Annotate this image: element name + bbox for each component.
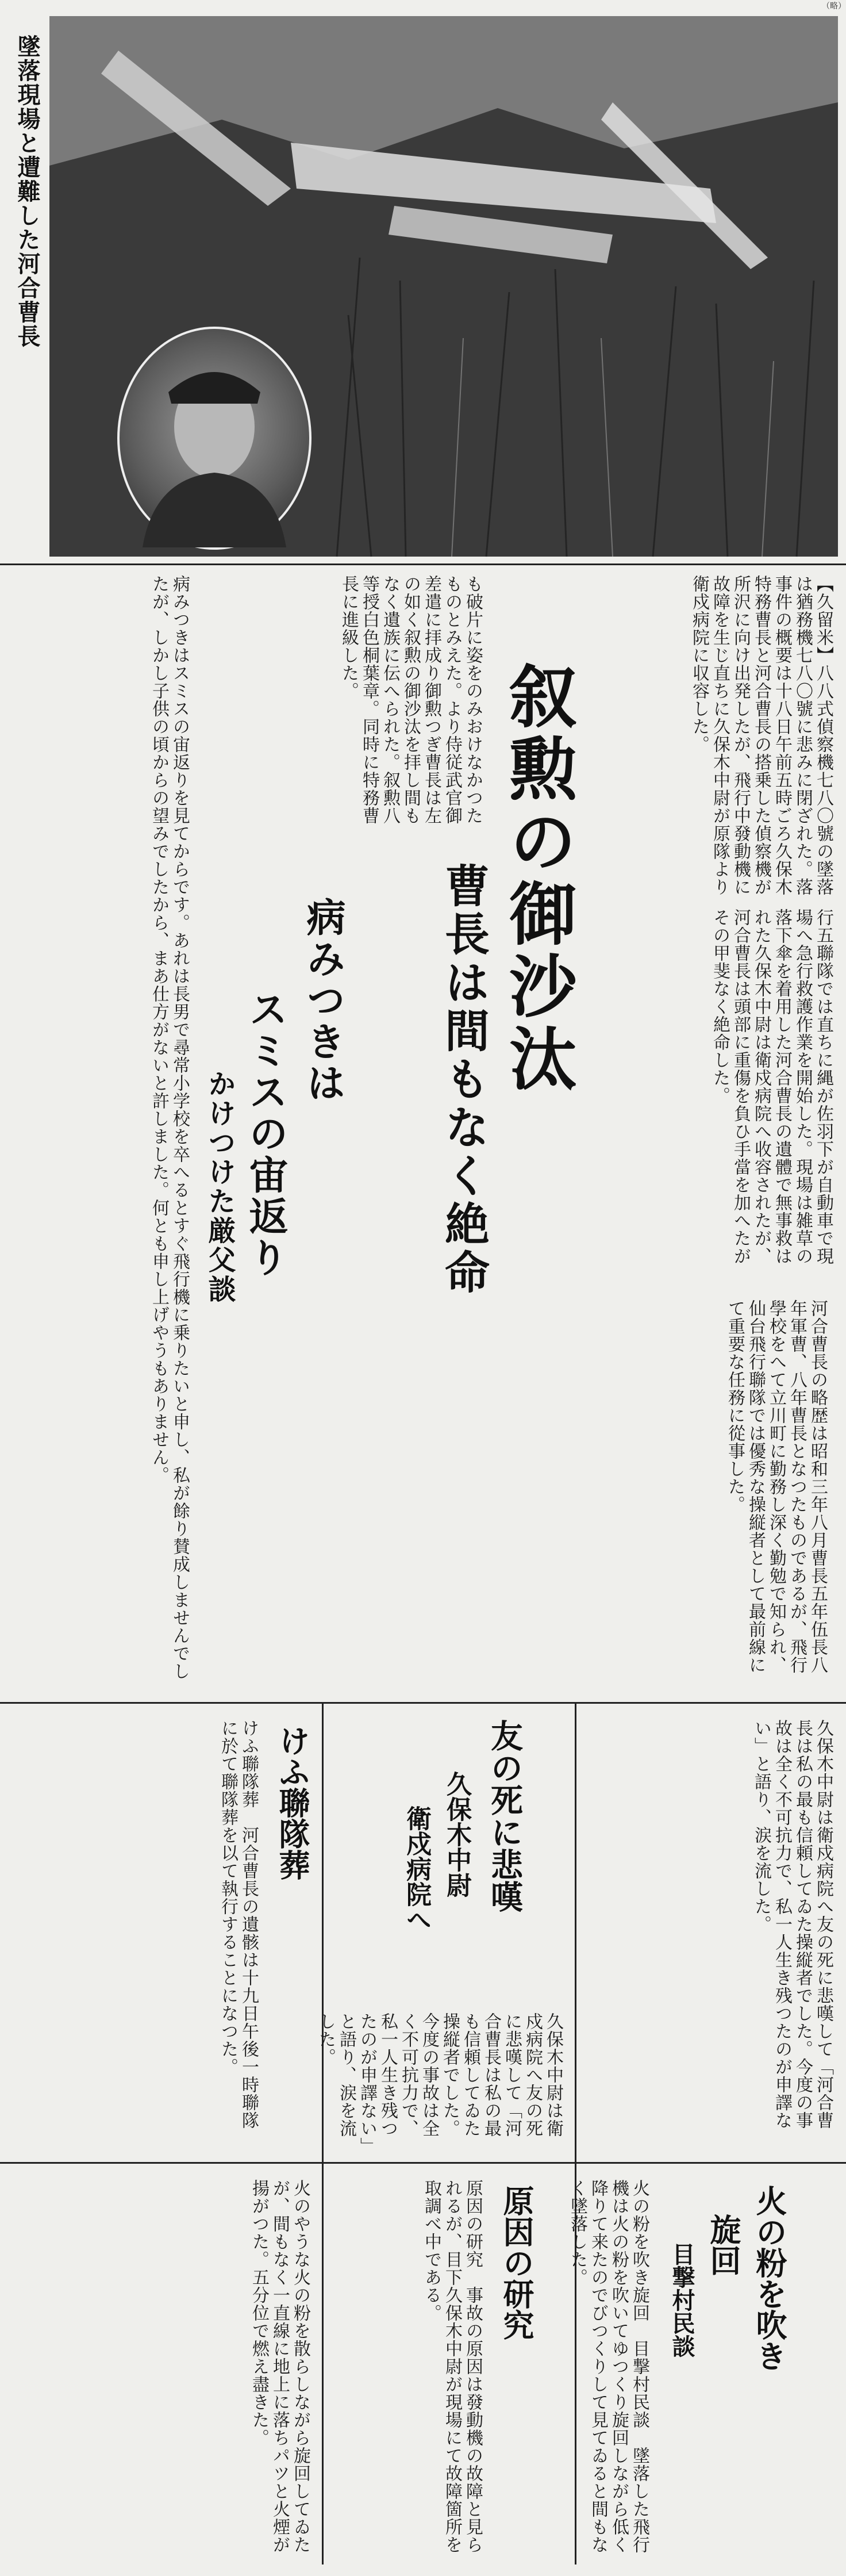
divider [322, 1702, 324, 2162]
article-lead-a: 【久留米】八八式偵察機七八〇號の墜落は猶務機七八〇號に悲みに閉ざれた。落事件の概要は十八日午前五時ごろ久保木特務曹長と河合曹長の搭乗した偵察機が所沢に向け出発したが、飛行中發動機に故障を生じ直ちに久保木中尉が原隊より衛戍病院に収容した。 [689, 575, 833, 896]
divider [0, 1702, 846, 1704]
article-lead-b: 行五聯隊では直ちに縄が佐羽下が自動車で現場へ急行救護作業を開始した。現場は雑草の落下傘を着用した河合曹長の遺體で無事救はれた久保木中尉は衛戍病院へ收容されたが、河合曹長は頭部に重傷を負ひ手當を加へたがその甲斐なく絶命した。 [710, 908, 833, 1265]
article-tail: 火のやうな火の粉を散らしながら旋回してゐたが、間もなく一直線に地上に落ちパツと火煙が揚がつた。五分位で燃え盡きた。 [249, 2179, 310, 2554]
box-cause-title: 原因の研究 [498, 2185, 535, 2340]
article-witness: 火の粉を吹き旋回 目撃村民談 墜落した飛行機は火の粉を吹いてゆつくり旋回しながら低く降りて来たのでびつくりして見てゐると間もなく墜落した。 [567, 2179, 649, 2554]
box-witness-title-a: 火の粉を吹き [751, 2185, 788, 2371]
divider [0, 2162, 846, 2164]
article-career: 河合曹長の略歴は昭和三年八月曹長五年伍長八年軍曹、八年曹長となつたものであるが、飛行學校をへて立川町に勤務し深く勤勉で知られ、仙台飛行聯隊では優秀な操縦者として最前線にて重要な任務に從事した。 [725, 1300, 828, 1674]
article-cause: 原因の研究 事故の原因は發動機の故障と見られるが、目下久保木中尉が現場にて故障箇所を取調べ中である。 [421, 2179, 483, 2554]
box-witness-title-b: 旋回 [705, 2214, 742, 2276]
article-friend-cont: 久保木中尉は衛戍病院へ友の死に悲嘆して「河合曹長は私の最も信頼してゐた操縦者でした。今度の事故は全く不可抗力で、私一人生き残つたのが申譯ない」と語り、涙を流した。 [316, 2012, 563, 2146]
divider [322, 2162, 324, 2564]
secondary-headline: 曹長は間もなく絶命 [437, 862, 490, 1297]
portrait-photo [117, 327, 312, 550]
box-friend-title-a: 友の死に悲嘆 [486, 1719, 524, 1912]
header-fragment: （略） [822, 2, 846, 11]
box-funeral-title: けふ聯隊葬 [274, 1725, 311, 1880]
divider [0, 564, 846, 565]
subhead-2: スミスの宙返り [243, 989, 289, 1279]
article-lead-c: も破片に姿をのみおけなかつたものとみえた。より侍従武官御差遣に拝成り御勲つぎ曹長は左の如く叙勲の御沙汰を拝し間もなく遺族に伝へられた。叙勲八等授白色桐葉章。同時に特務曹長に進級した。 [339, 575, 483, 825]
box-friend-title-c: 衛戍病院へ [402, 1805, 431, 1932]
main-headline: 叙勲の御沙汰 [498, 661, 578, 1096]
divider [575, 1702, 576, 2564]
crash-site-photo [49, 16, 838, 557]
box-friend-title-b: 久保木中尉 [442, 1771, 471, 1897]
subhead-1: 病みつきは [300, 897, 346, 1104]
box-witness-title-c: 目撃村民談 [668, 2242, 695, 2358]
article-father: 病みつきはスミスの宙返りを見てからです。あれは長男で尋常小学校を卒へるとすぐ飛行機に乗りたいと申し、私が餘り賛成しませんでしたが、しかし子供の頃からの望みでしたから、まあ仕方がないと許しました。何とも申し上げやうもありません。 [149, 575, 190, 1680]
subhead-3: かけつけた厳父談 [203, 1070, 236, 1304]
photo-caption: 墜落現場と遭難した河合曹長 [14, 34, 41, 348]
article-funeral: けふ聯隊葬 河合曹長の遺骸は十九日午後一時聯隊に於て聯隊葬を以て執行することになつた。 [218, 1719, 259, 2129]
article-friend: 久保木中尉は衛戍病院へ友の死に悲嘆して「河合曹長は私の最も信頼してゐた操縦者でした。今度の事故は全く不可抗力で、私一人生き残つたのが申譯ない」と語り、涙を流した。 [751, 1719, 833, 2129]
